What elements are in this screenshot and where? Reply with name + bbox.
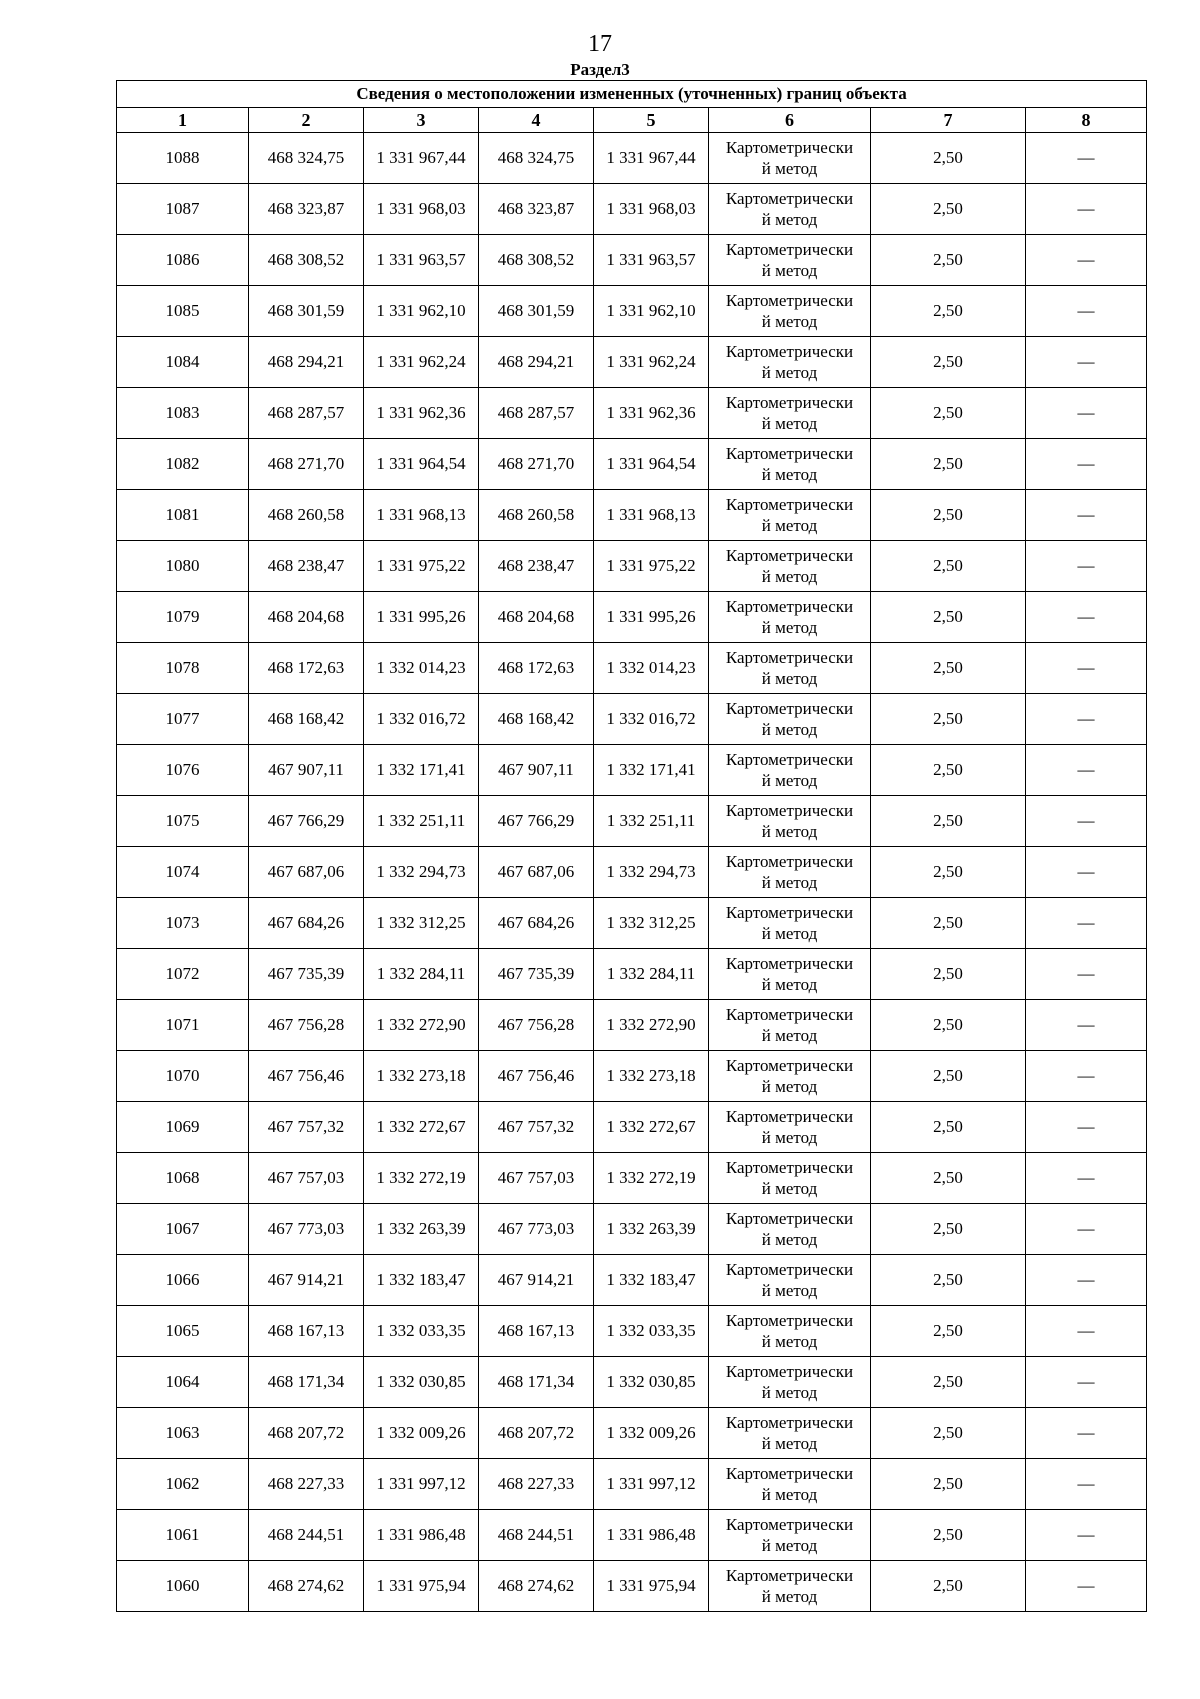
point-number-cell: 1067: [117, 1204, 249, 1255]
x-new-cell: 468 271,70: [479, 439, 594, 490]
x-old-cell: 467 773,03: [249, 1204, 364, 1255]
accuracy-cell: 2,50: [871, 490, 1026, 541]
accuracy-cell: 2,50: [871, 694, 1026, 745]
note-cell: —: [1026, 847, 1147, 898]
table-row: [117, 286, 1147, 337]
table-row: [117, 1510, 1147, 1561]
method-cell: Картометрически й метод: [709, 643, 871, 694]
note-cell: —: [1026, 1051, 1147, 1102]
point-number-cell: 1063: [117, 1408, 249, 1459]
column-number-row: [117, 108, 1147, 133]
point-number-cell: 1082: [117, 439, 249, 490]
point-number-cell: 1061: [117, 1510, 249, 1561]
y-old-cell: 1 332 183,47: [364, 1255, 479, 1306]
point-number-cell: 1072: [117, 949, 249, 1000]
point-number-cell: 1071: [117, 1000, 249, 1051]
accuracy-cell: 2,50: [871, 1357, 1026, 1408]
x-old-cell: 467 757,32: [249, 1102, 364, 1153]
point-number-cell: 1065: [117, 1306, 249, 1357]
note-cell: —: [1026, 1102, 1147, 1153]
table-row: [117, 949, 1147, 1000]
note-cell: —: [1026, 643, 1147, 694]
x-new-cell: 467 756,46: [479, 1051, 594, 1102]
table-row: [117, 1102, 1147, 1153]
y-old-cell: 1 331 967,44: [364, 133, 479, 184]
accuracy-cell: 2,50: [871, 745, 1026, 796]
method-cell: Картометрически й метод: [709, 490, 871, 541]
note-cell: —: [1026, 439, 1147, 490]
point-number-cell: 1087: [117, 184, 249, 235]
x-old-cell: 468 167,13: [249, 1306, 364, 1357]
method-cell: Картометрически й метод: [709, 1306, 871, 1357]
x-old-cell: 468 301,59: [249, 286, 364, 337]
point-number-cell: 1086: [117, 235, 249, 286]
y-old-cell: 1 332 273,18: [364, 1051, 479, 1102]
x-new-cell: 467 756,28: [479, 1000, 594, 1051]
y-old-cell: 1 332 284,11: [364, 949, 479, 1000]
accuracy-cell: 2,50: [871, 898, 1026, 949]
table-caption: Сведения о местоположении измененных (уточненных) границ объекта: [117, 81, 1147, 108]
accuracy-cell: 2,50: [871, 541, 1026, 592]
method-cell: Картометрически й метод: [709, 949, 871, 1000]
y-old-cell: 1 332 272,19: [364, 1153, 479, 1204]
section-title: Раздел3: [570, 60, 630, 79]
point-number-cell: 1078: [117, 643, 249, 694]
y-new-cell: 1 331 968,13: [594, 490, 709, 541]
accuracy-cell: 2,50: [871, 1510, 1026, 1561]
note-cell: —: [1026, 337, 1147, 388]
y-new-cell: 1 332 030,85: [594, 1357, 709, 1408]
accuracy-cell: 2,50: [871, 1051, 1026, 1102]
accuracy-cell: 2,50: [871, 286, 1026, 337]
y-new-cell: 1 331 975,94: [594, 1561, 709, 1612]
note-cell: —: [1026, 388, 1147, 439]
table-row: [117, 592, 1147, 643]
x-old-cell: 468 168,42: [249, 694, 364, 745]
table-row: [117, 133, 1147, 184]
method-cell: Картометрически й метод: [709, 745, 871, 796]
point-number-cell: 1080: [117, 541, 249, 592]
y-old-cell: 1 332 030,85: [364, 1357, 479, 1408]
point-number-cell: 1088: [117, 133, 249, 184]
x-old-cell: 467 766,29: [249, 796, 364, 847]
note-cell: —: [1026, 592, 1147, 643]
x-new-cell: 468 171,34: [479, 1357, 594, 1408]
x-old-cell: 467 756,46: [249, 1051, 364, 1102]
method-cell: Картометрически й метод: [709, 388, 871, 439]
method-cell: Картометрически й метод: [709, 235, 871, 286]
x-new-cell: 468 227,33: [479, 1459, 594, 1510]
y-new-cell: 1 332 014,23: [594, 643, 709, 694]
accuracy-cell: 2,50: [871, 643, 1026, 694]
x-new-cell: 467 914,21: [479, 1255, 594, 1306]
note-cell: —: [1026, 745, 1147, 796]
x-old-cell: 467 735,39: [249, 949, 364, 1000]
method-cell: Картометрически й метод: [709, 286, 871, 337]
y-new-cell: 1 332 171,41: [594, 745, 709, 796]
method-cell: Картометрически й метод: [709, 1255, 871, 1306]
method-cell: Картометрически й метод: [709, 1153, 871, 1204]
y-new-cell: 1 332 009,26: [594, 1408, 709, 1459]
x-new-cell: 467 773,03: [479, 1204, 594, 1255]
note-cell: —: [1026, 1255, 1147, 1306]
note-cell: —: [1026, 286, 1147, 337]
note-cell: —: [1026, 949, 1147, 1000]
y-old-cell: 1 332 312,25: [364, 898, 479, 949]
y-new-cell: 1 332 312,25: [594, 898, 709, 949]
y-old-cell: 1 332 033,35: [364, 1306, 479, 1357]
x-old-cell: 468 308,52: [249, 235, 364, 286]
y-old-cell: 1 332 014,23: [364, 643, 479, 694]
point-number-cell: 1075: [117, 796, 249, 847]
method-cell: Картометрически й метод: [709, 1510, 871, 1561]
x-old-cell: 467 684,26: [249, 898, 364, 949]
table-row: [117, 1306, 1147, 1357]
method-cell: Картометрически й метод: [709, 337, 871, 388]
accuracy-cell: 2,50: [871, 1153, 1026, 1204]
method-cell: Картометрически й метод: [709, 133, 871, 184]
table-row: [117, 694, 1147, 745]
y-new-cell: 1 332 033,35: [594, 1306, 709, 1357]
y-old-cell: 1 331 968,13: [364, 490, 479, 541]
x-old-cell: 468 294,21: [249, 337, 364, 388]
point-number-cell: 1081: [117, 490, 249, 541]
note-cell: —: [1026, 1357, 1147, 1408]
accuracy-cell: 2,50: [871, 1459, 1026, 1510]
y-old-cell: 1 332 294,73: [364, 847, 479, 898]
y-new-cell: 1 331 962,36: [594, 388, 709, 439]
y-new-cell: 1 331 975,22: [594, 541, 709, 592]
point-number-cell: 1074: [117, 847, 249, 898]
x-old-cell: 467 687,06: [249, 847, 364, 898]
accuracy-cell: 2,50: [871, 949, 1026, 1000]
method-cell: Картометрически й метод: [709, 1357, 871, 1408]
y-old-cell: 1 332 272,90: [364, 1000, 479, 1051]
accuracy-cell: 2,50: [871, 1255, 1026, 1306]
x-old-cell: 468 271,70: [249, 439, 364, 490]
table-row: [117, 1255, 1147, 1306]
point-number-cell: 1085: [117, 286, 249, 337]
y-old-cell: 1 332 263,39: [364, 1204, 479, 1255]
y-old-cell: 1 332 171,41: [364, 745, 479, 796]
x-old-cell: 468 274,62: [249, 1561, 364, 1612]
x-new-cell: 468 244,51: [479, 1510, 594, 1561]
y-new-cell: 1 331 997,12: [594, 1459, 709, 1510]
y-new-cell: 1 331 995,26: [594, 592, 709, 643]
table-row: [117, 898, 1147, 949]
table-row: [117, 1153, 1147, 1204]
accuracy-cell: 2,50: [871, 388, 1026, 439]
y-new-cell: 1 331 967,44: [594, 133, 709, 184]
point-number-cell: 1062: [117, 1459, 249, 1510]
table-row: [117, 388, 1147, 439]
x-new-cell: 467 735,39: [479, 949, 594, 1000]
x-new-cell: 468 301,59: [479, 286, 594, 337]
x-new-cell: 468 323,87: [479, 184, 594, 235]
accuracy-cell: 2,50: [871, 847, 1026, 898]
column-number: 3: [364, 108, 479, 133]
table-row: [117, 235, 1147, 286]
note-cell: —: [1026, 1510, 1147, 1561]
y-old-cell: 1 331 964,54: [364, 439, 479, 490]
y-old-cell: 1 331 997,12: [364, 1459, 479, 1510]
y-new-cell: 1 331 962,24: [594, 337, 709, 388]
y-new-cell: 1 332 272,90: [594, 1000, 709, 1051]
y-old-cell: 1 331 962,36: [364, 388, 479, 439]
accuracy-cell: 2,50: [871, 1306, 1026, 1357]
y-new-cell: 1 332 251,11: [594, 796, 709, 847]
table-row: [117, 439, 1147, 490]
accuracy-cell: 2,50: [871, 337, 1026, 388]
x-old-cell: 468 244,51: [249, 1510, 364, 1561]
x-new-cell: 467 757,32: [479, 1102, 594, 1153]
x-old-cell: 468 207,72: [249, 1408, 364, 1459]
method-cell: Картометрически й метод: [709, 1000, 871, 1051]
note-cell: —: [1026, 1408, 1147, 1459]
x-new-cell: 468 274,62: [479, 1561, 594, 1612]
x-new-cell: 468 167,13: [479, 1306, 594, 1357]
x-new-cell: 468 308,52: [479, 235, 594, 286]
y-new-cell: 1 332 183,47: [594, 1255, 709, 1306]
x-new-cell: 467 766,29: [479, 796, 594, 847]
column-number: 7: [871, 108, 1026, 133]
column-number: 5: [594, 108, 709, 133]
y-old-cell: 1 331 962,24: [364, 337, 479, 388]
method-cell: Картометрически й метод: [709, 1102, 871, 1153]
method-cell: Картометрически й метод: [709, 1204, 871, 1255]
y-old-cell: 1 331 986,48: [364, 1510, 479, 1561]
accuracy-cell: 2,50: [871, 235, 1026, 286]
table-row: [117, 184, 1147, 235]
y-old-cell: 1 331 995,26: [364, 592, 479, 643]
y-new-cell: 1 331 963,57: [594, 235, 709, 286]
boundary-coordinates-table: [116, 80, 1147, 1612]
point-number-cell: 1070: [117, 1051, 249, 1102]
y-old-cell: 1 331 968,03: [364, 184, 479, 235]
y-new-cell: 1 332 016,72: [594, 694, 709, 745]
accuracy-cell: 2,50: [871, 1204, 1026, 1255]
table-row: [117, 541, 1147, 592]
y-new-cell: 1 331 964,54: [594, 439, 709, 490]
method-cell: Картометрически й метод: [709, 592, 871, 643]
x-new-cell: 468 260,58: [479, 490, 594, 541]
table-row: [117, 490, 1147, 541]
note-cell: —: [1026, 1000, 1147, 1051]
y-old-cell: 1 331 975,94: [364, 1561, 479, 1612]
table-row: [117, 1459, 1147, 1510]
table-row: [117, 337, 1147, 388]
method-cell: Картометрически й метод: [709, 694, 871, 745]
column-number: 8: [1026, 108, 1147, 133]
x-old-cell: 468 260,58: [249, 490, 364, 541]
table-row: [117, 643, 1147, 694]
accuracy-cell: 2,50: [871, 133, 1026, 184]
x-old-cell: 467 914,21: [249, 1255, 364, 1306]
x-old-cell: 468 287,57: [249, 388, 364, 439]
point-number-cell: 1066: [117, 1255, 249, 1306]
method-cell: Картометрически й метод: [709, 1561, 871, 1612]
note-cell: —: [1026, 1306, 1147, 1357]
column-number: 4: [479, 108, 594, 133]
point-number-cell: 1079: [117, 592, 249, 643]
x-new-cell: 467 907,11: [479, 745, 594, 796]
column-number: 2: [249, 108, 364, 133]
note-cell: —: [1026, 796, 1147, 847]
y-old-cell: 1 332 009,26: [364, 1408, 479, 1459]
note-cell: —: [1026, 1153, 1147, 1204]
y-old-cell: 1 332 272,67: [364, 1102, 479, 1153]
x-old-cell: 468 238,47: [249, 541, 364, 592]
accuracy-cell: 2,50: [871, 1102, 1026, 1153]
x-new-cell: 467 684,26: [479, 898, 594, 949]
table-caption-row: [117, 81, 1147, 108]
note-cell: —: [1026, 1459, 1147, 1510]
table-row: [117, 1204, 1147, 1255]
page-number: 17: [588, 31, 612, 57]
table-row: [117, 1357, 1147, 1408]
point-number-cell: 1073: [117, 898, 249, 949]
method-cell: Картометрически й метод: [709, 796, 871, 847]
x-old-cell: 468 172,63: [249, 643, 364, 694]
x-old-cell: 468 324,75: [249, 133, 364, 184]
table-row: [117, 1000, 1147, 1051]
note-cell: —: [1026, 133, 1147, 184]
table-row: [117, 1408, 1147, 1459]
method-cell: Картометрически й метод: [709, 1408, 871, 1459]
method-cell: Картометрически й метод: [709, 847, 871, 898]
x-old-cell: 467 757,03: [249, 1153, 364, 1204]
table-row: [117, 1561, 1147, 1612]
y-new-cell: 1 331 968,03: [594, 184, 709, 235]
y-old-cell: 1 331 962,10: [364, 286, 479, 337]
y-new-cell: 1 331 962,10: [594, 286, 709, 337]
point-number-cell: 1077: [117, 694, 249, 745]
point-number-cell: 1076: [117, 745, 249, 796]
method-cell: Картометрически й метод: [709, 1459, 871, 1510]
note-cell: —: [1026, 694, 1147, 745]
x-new-cell: 468 204,68: [479, 592, 594, 643]
x-old-cell: 468 204,68: [249, 592, 364, 643]
note-cell: —: [1026, 541, 1147, 592]
table-row: [117, 847, 1147, 898]
accuracy-cell: 2,50: [871, 1000, 1026, 1051]
note-cell: —: [1026, 184, 1147, 235]
method-cell: Картометрически й метод: [709, 898, 871, 949]
x-new-cell: 467 687,06: [479, 847, 594, 898]
y-new-cell: 1 332 272,67: [594, 1102, 709, 1153]
accuracy-cell: 2,50: [871, 592, 1026, 643]
x-old-cell: 468 171,34: [249, 1357, 364, 1408]
x-old-cell: 467 907,11: [249, 745, 364, 796]
x-new-cell: 468 207,72: [479, 1408, 594, 1459]
point-number-cell: 1060: [117, 1561, 249, 1612]
method-cell: Картометрически й метод: [709, 439, 871, 490]
accuracy-cell: 2,50: [871, 439, 1026, 490]
note-cell: —: [1026, 1561, 1147, 1612]
x-old-cell: 467 756,28: [249, 1000, 364, 1051]
table-row: [117, 745, 1147, 796]
x-new-cell: 467 757,03: [479, 1153, 594, 1204]
y-new-cell: 1 332 273,18: [594, 1051, 709, 1102]
note-cell: —: [1026, 898, 1147, 949]
y-new-cell: 1 332 294,73: [594, 847, 709, 898]
x-new-cell: 468 172,63: [479, 643, 594, 694]
table-body: [117, 133, 1147, 1612]
x-new-cell: 468 287,57: [479, 388, 594, 439]
x-new-cell: 468 294,21: [479, 337, 594, 388]
y-new-cell: 1 332 272,19: [594, 1153, 709, 1204]
y-old-cell: 1 331 975,22: [364, 541, 479, 592]
point-number-cell: 1064: [117, 1357, 249, 1408]
table-row: [117, 796, 1147, 847]
note-cell: —: [1026, 235, 1147, 286]
y-old-cell: 1 331 963,57: [364, 235, 479, 286]
point-number-cell: 1083: [117, 388, 249, 439]
x-old-cell: 468 227,33: [249, 1459, 364, 1510]
accuracy-cell: 2,50: [871, 184, 1026, 235]
y-old-cell: 1 332 016,72: [364, 694, 479, 745]
method-cell: Картометрически й метод: [709, 541, 871, 592]
y-new-cell: 1 332 284,11: [594, 949, 709, 1000]
column-number: 6: [709, 108, 871, 133]
accuracy-cell: 2,50: [871, 1561, 1026, 1612]
y-new-cell: 1 331 986,48: [594, 1510, 709, 1561]
x-new-cell: 468 324,75: [479, 133, 594, 184]
point-number-cell: 1068: [117, 1153, 249, 1204]
note-cell: —: [1026, 1204, 1147, 1255]
note-cell: —: [1026, 490, 1147, 541]
y-new-cell: 1 332 263,39: [594, 1204, 709, 1255]
x-new-cell: 468 238,47: [479, 541, 594, 592]
x-new-cell: 468 168,42: [479, 694, 594, 745]
accuracy-cell: 2,50: [871, 796, 1026, 847]
method-cell: Картометрически й метод: [709, 1051, 871, 1102]
point-number-cell: 1084: [117, 337, 249, 388]
x-old-cell: 468 323,87: [249, 184, 364, 235]
accuracy-cell: 2,50: [871, 1408, 1026, 1459]
column-number: 1: [117, 108, 249, 133]
point-number-cell: 1069: [117, 1102, 249, 1153]
y-old-cell: 1 332 251,11: [364, 796, 479, 847]
table-row: [117, 1051, 1147, 1102]
method-cell: Картометрически й метод: [709, 184, 871, 235]
